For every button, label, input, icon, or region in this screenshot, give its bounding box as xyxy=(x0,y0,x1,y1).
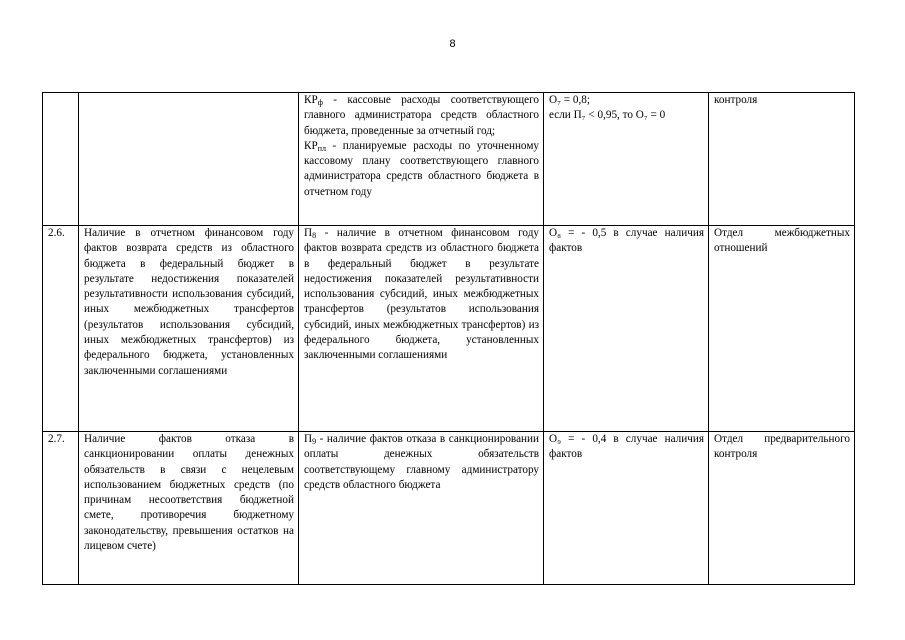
table-row xyxy=(43,226,855,432)
score-cell xyxy=(544,226,709,432)
score-line: если П₇ < 0,95, то О₇ = 0 xyxy=(549,109,666,122)
page-number: 8 xyxy=(449,38,456,50)
row-number xyxy=(43,93,79,226)
department-cell: контроля xyxy=(709,93,855,226)
indicator-cell xyxy=(79,93,299,226)
score-line: О₉ = - 0,4 в случае наличия фактов xyxy=(549,433,704,461)
formula-part: $П_9$ - наличие фактов отказа в санкционировании оплаты денежных обязательств соответствующему главному администратору средств областного бюджета xyxy=(304,433,539,491)
row-number: 2.6. xyxy=(43,226,79,432)
department-cell: Отдел межбюджетных отношений xyxy=(709,226,855,432)
criteria-table xyxy=(42,92,855,585)
indicator-cell: Наличие в отчетном финансовом году фактов возврата средств из областного бюджета в федеральный бюджет в результате недостижения показателей результативности использования субсидий, иных межбюджетных трансфертов (результатов использования субсидий, иных межбюджетных трансфертов) из федерального бюджета, установленных заключенными соглашениями xyxy=(79,226,299,432)
formula-part: $КР_{пл}$ - планируемые расходы по уточненному кассовому плану соответствующего главного администратора средств областного бюджета в отчетном году xyxy=(304,139,539,198)
formula-cell xyxy=(299,432,544,585)
score-line: О₇ = 0,8; xyxy=(549,94,590,106)
table-row xyxy=(43,93,855,226)
score-cell xyxy=(544,93,709,226)
score-line: О₈ = - 0,5 в случае наличия фактов xyxy=(549,227,704,255)
formula-cell xyxy=(299,93,544,226)
indicator-cell: Наличие фактов отказа в санкционировании оплаты денежных обязательств в связи с нецелевым использованием бюджетных средств (по причинам несоответствия бюджетной смете, противоречия бюджетному законодательству, превышения остатков на лицевом счете) xyxy=(79,432,299,585)
formula-cell xyxy=(299,226,544,432)
row-number: 2.7. xyxy=(43,432,79,585)
table-row xyxy=(43,432,855,585)
score-cell xyxy=(544,432,709,585)
department-cell: Отдел предварительного контроля xyxy=(709,432,855,585)
formula-part: $П_8$ - наличие в отчетном финансовом году фактов возврата средств из областного бюджета в федеральный бюджет в результате недостижения показателей результативности использования субсидий, иных межбюджетных трансфертов (результатов использования субсидий, иных межбюджетных трансфертов) из федерального бюджета, установленных заключенными соглашениями xyxy=(304,227,539,362)
formula-part: $КР_ф$ - кассовые расходы соответствующего главного администратора средств областного бюджета, проведенные за отчетный год; xyxy=(304,94,539,137)
